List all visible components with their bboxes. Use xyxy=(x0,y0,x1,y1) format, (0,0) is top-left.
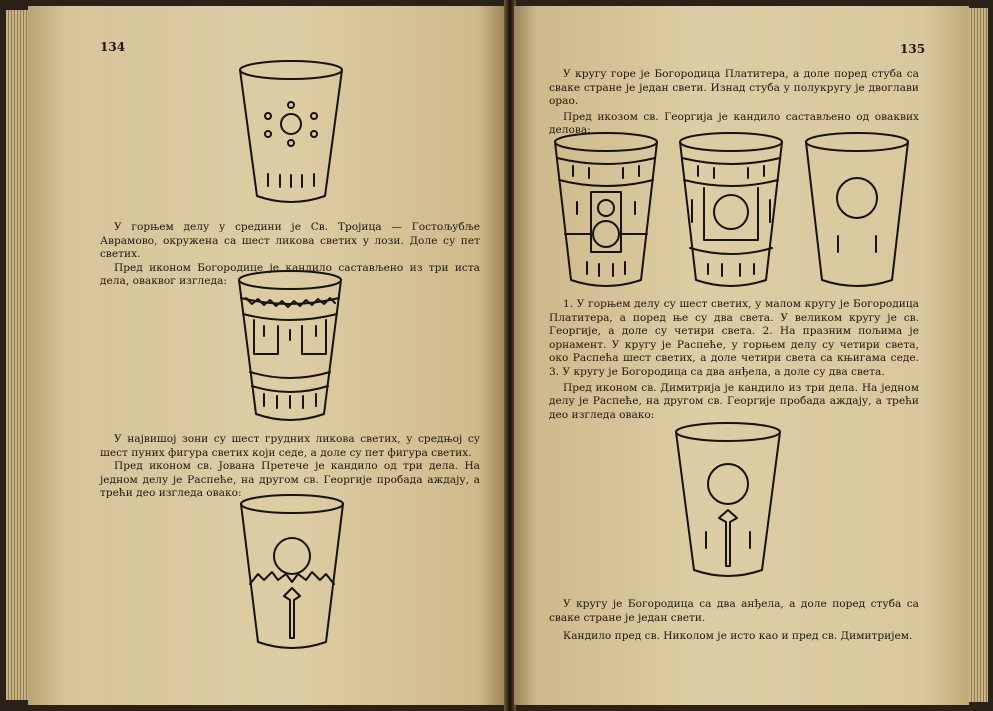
left-para-3: У највишој зони су шест грудних ликова светих, у средњој су шест пуних фигура светих који седе, а доле су пет фигура светих. xyxy=(100,433,480,459)
right-page-number: 135 xyxy=(900,42,926,56)
lamp-illustration-george-part-1 xyxy=(551,130,661,292)
left-para-4: Пред иконом св. Јована Претече је кандило од три дела. На једном делу је Распеће, на другом св. Георгије пробада аждају, а трећи део изгледа овако: xyxy=(100,460,480,500)
right-para-4: Пред иконом св. Димитрија је кандило из три дела. На једном делу је Распеће, на другом св. Георгије пробада аждају, а трећи део изгледа овако: xyxy=(549,381,919,421)
right-paragraph-1 xyxy=(549,68,919,138)
lamp-illustration-george-part-2 xyxy=(676,130,786,292)
lamp-illustration-trinity xyxy=(235,58,347,208)
right-paragraph-3 xyxy=(549,598,919,644)
lamp-illustration-george-part-3 xyxy=(802,130,912,292)
right-para-3: 1. У горњем делу су шест светих, у малом кругу је Богородица Платитера, а поред ње су два света. У великом кругу је св. Георгије, а доле су четири света. 2. На празним пољима је орнамент. У кругу је Распеће, у горњем делу су четири света, око Распећа шест светих, а доле четири света са књигама седе. 3. У кругу је Богородица са два анђела, а доле су два света. xyxy=(549,298,919,378)
lamp-illustration-theotokos xyxy=(234,268,346,426)
lamp-illustration-john-baptist xyxy=(236,492,348,654)
right-para-1: У кругу горе је Богородица Платитера, а доле поред стуба са сваке стране је један свети. Изнад стуба у полукругу је двоглави орао. xyxy=(549,68,919,108)
right-para-6: Кандило пред св. Николом је исто као и пред св. Димитријем. xyxy=(563,630,913,643)
page-edges-left xyxy=(6,10,30,700)
left-paragraph-2 xyxy=(100,433,480,501)
right-paragraph-2 xyxy=(549,298,919,422)
left-para-2: Пред иконом Богородице је кандило састављено из три иста дела, оваквог изгледа: xyxy=(100,261,480,288)
lamp-illustration-demetrius xyxy=(672,420,784,582)
page-edges-right xyxy=(966,8,988,702)
left-para-1: У горњем делу у средини је Св. Тројица — Гостољубље Аврамово, окружена са шест ликова светих у лози. Доле су пет светих. xyxy=(100,221,480,261)
left-page-number: 134 xyxy=(100,40,126,54)
right-para-2: Пред икозом св. Георгија је кандило састављено од оваквих делова: xyxy=(549,110,919,137)
right-para-5: У кругу је Богородица са два анђела, а доле поред стуба са сваке стране је један свети. xyxy=(549,598,919,624)
